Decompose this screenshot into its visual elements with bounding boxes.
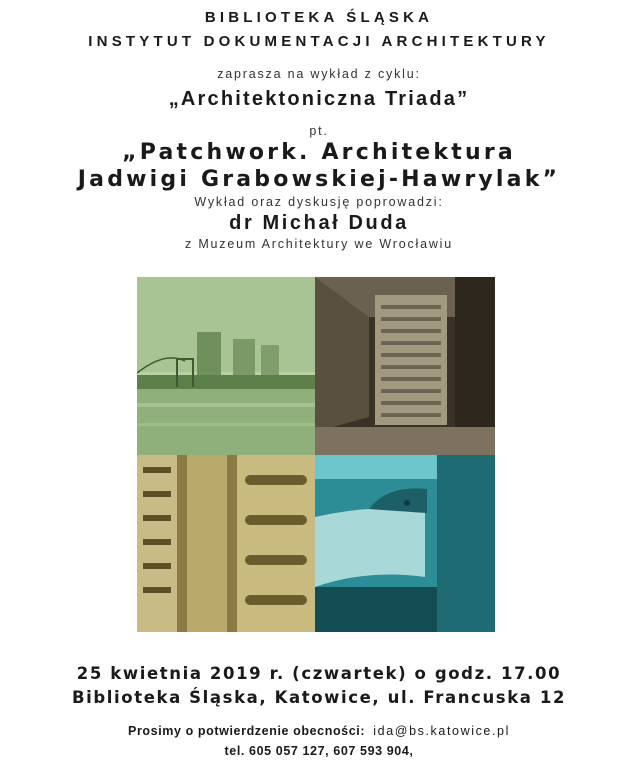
event-venue: Biblioteka Śląska, Katowice, ul. Francuska 12 [71, 688, 567, 707]
speaker-name: dr Michał Duda [229, 212, 409, 234]
invite-text: zaprasza na wykład z cyklu: [217, 67, 421, 81]
email-link[interactable]: ida@bs.katowice.pl [373, 724, 510, 738]
lecture-title-line2: Jadwigi Grabowskiej-Hawrylak” [77, 167, 561, 192]
series-title: „Architektoniczna Triada” [168, 88, 470, 110]
host-text: Wykład oraz dyskusję poprowadzi: [194, 195, 444, 209]
photo-curved-balcony-cyan [315, 455, 495, 632]
photo-mosaic [137, 277, 495, 632]
lecture-title-line1: „Patchwork. Architektura [122, 140, 516, 165]
photo-balconies-olive [137, 455, 315, 632]
photo-towers-by-river [137, 277, 315, 455]
speaker-affiliation: z Muzeum Architektury we Wrocławiu [185, 237, 453, 251]
photo-tower-block-sepia [315, 277, 495, 455]
institution-name: BIBLIOTEKA ŚLĄSKA [204, 9, 434, 26]
institute-name: INSTYTUT DOKUMENTACJI ARCHITEKTURY [88, 33, 550, 50]
event-date: 25 kwietnia 2019 r. (czwartek) o godz. 17.00 [76, 664, 562, 683]
title-prefix: pt. [309, 124, 329, 138]
rsvp-line [0, 724, 638, 738]
phone-line: tel. 605 057 127, 607 593 904, [224, 744, 414, 758]
rsvp-text: Prosimy o potwierdzenie obecności: [128, 724, 366, 738]
